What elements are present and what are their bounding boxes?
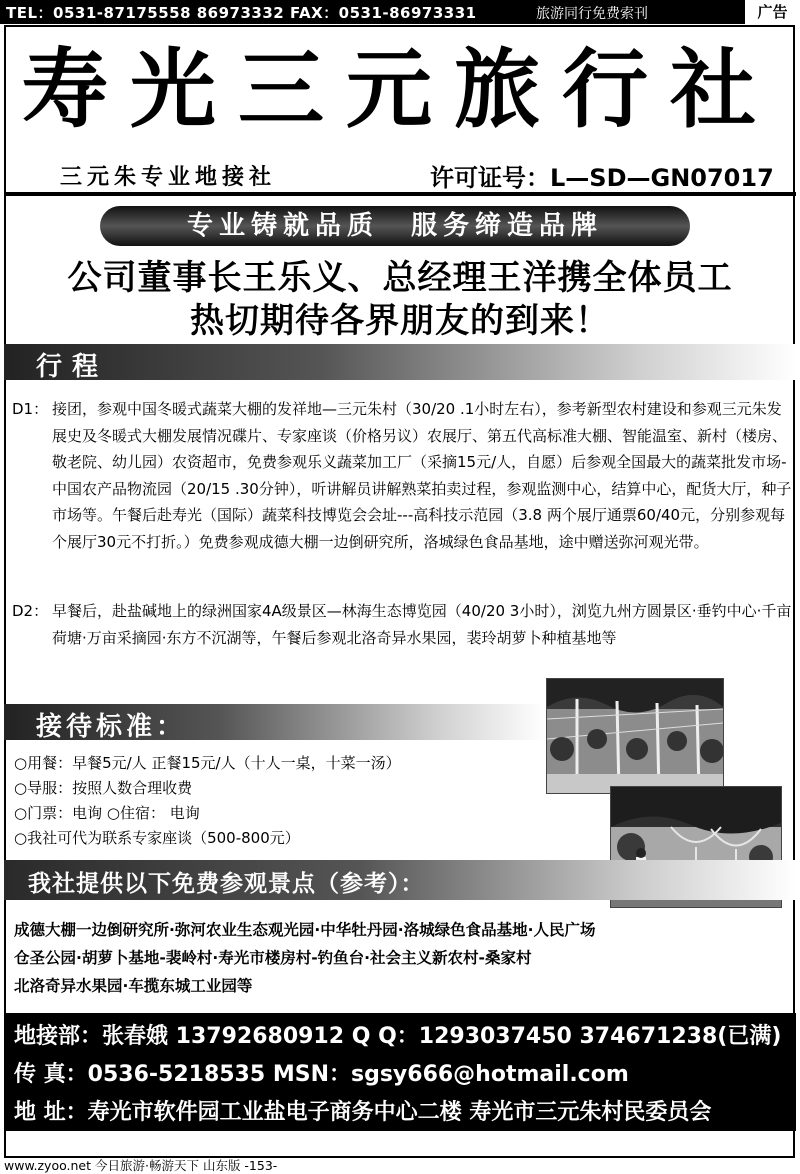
standards-list — [14, 751, 401, 851]
day-label: D2： — [12, 602, 49, 620]
standards-heading: 接待标准： — [36, 712, 187, 742]
standard-item-meals: ○用餐：早餐5元/人 正餐15元/人（十人一桌，十菜一汤） — [14, 754, 401, 772]
free-copy-label: 旅游同行免费索刊 — [536, 6, 648, 22]
page-footer: www.zyoo.net 今日旅游·畅游天下 山东版 -153- — [4, 1158, 278, 1173]
free-sites-heading: 我社提供以下免费参观景点（参考）： — [28, 871, 425, 897]
contact-row-address: 地 址：寿光市软件园工业盐电子商务中心二楼 寿光市三元朱村民委员会 — [14, 1100, 712, 1125]
free-sites-line: 成德大棚一边倒研究所·弥河农业生态观光园·中华牡丹园·洛城绿色食品基地·人民广场 — [14, 921, 596, 939]
greenhouse-photo — [546, 678, 724, 794]
standard-item-consult: ○我社可代为联系专家座谈（500-800元） — [14, 829, 300, 847]
top-info-bar — [0, 0, 800, 24]
itinerary-heading: 行程 — [36, 352, 109, 382]
standard-item-guide: ○导服：按照人数合理收费 — [14, 779, 193, 797]
reception-standards-header — [4, 704, 544, 740]
free-sites-line: 北洛奇异水果园·车揽东城工业园等 — [14, 977, 253, 995]
free-sites-list — [14, 916, 596, 1000]
day-label: D1： — [12, 400, 49, 418]
itinerary-section-header — [4, 344, 796, 380]
headline-line-1: 公司董事长王乐义、总经理王洋携全体员工 — [67, 258, 733, 298]
day-description: 接团，参观中国冬暖式蔬菜大棚的发祥地—三元朱村（30/20 .1小时左右），参考新型农村建设和参观三元朱发展史及冬暖式大棚发展情况碟片、专家座谈（价格另议）农展厅、第五代高标准大棚、智能温室、新村（楼房、敬老院、幼儿园）农资超市，免费参观乐义蔬菜加工厂（采摘15元/人，自愿）后参观全国最大的蔬菜批发市场-中国农产品物流园（20/15 .30分钟），听讲解员讲解熟菜拍卖过程，参观监测中心，结算中心，配货大厅，种子市场等。午餐后赴寿光（国际）蔬菜科技博览会会址---高科技示范园（3.8 两个展厅通票60/40元，分别参观每个展厅30元不打折。）免费参观成德大棚一边倒研究所，洛城绿色食品基地，途中赠送弥河观光带。 — [52, 400, 792, 551]
day-description: 早餐后，赴盐碱地上的绿洲国家4A级景区—林海生态博览园（40/20 3小时），浏览九州方圆景区·垂钓中心·千亩荷塘·万亩采摘园·东方不沉湖等，午餐后参观北洛奇异水果园，裴玲胡萝卜种植基地等 — [52, 602, 792, 647]
ad-badge: 广告 — [745, 0, 800, 24]
contact-row-fax: 传 真：0536-5218535 MSN：sgsy666@hotmail.com — [14, 1062, 629, 1087]
agency-title: 寿光三元旅行社 — [22, 40, 778, 140]
standard-item-tickets: ○门票：电询 ○住宿： 电询 — [14, 804, 200, 822]
slogan-banner: 专业铸就品质 服务缔造品牌 — [100, 206, 690, 246]
license-number: 许可证号：L—SD—GN07017 — [430, 164, 774, 192]
contact-row-reception: 地接部：张春娥 13792680912 Q Q：1293037450 374671238(已满) — [14, 1024, 782, 1049]
headline-line-2: 热切期待各界朋友的到来！ — [190, 301, 610, 341]
contact-panel — [4, 1013, 796, 1131]
free-sites-header — [4, 860, 796, 900]
free-sites-line: 仓圣公园·胡萝卜基地-裴岭村·寿光市楼房村-钓鱼台·社会主义新农村-桑家村 — [14, 949, 532, 967]
agency-subtitle: 三元朱专业地接社 — [60, 165, 277, 190]
phone-fax-text: TEL：0531-87175558 86973332 FAX：0531-86973331 — [6, 4, 477, 22]
header-divider — [4, 192, 796, 196]
